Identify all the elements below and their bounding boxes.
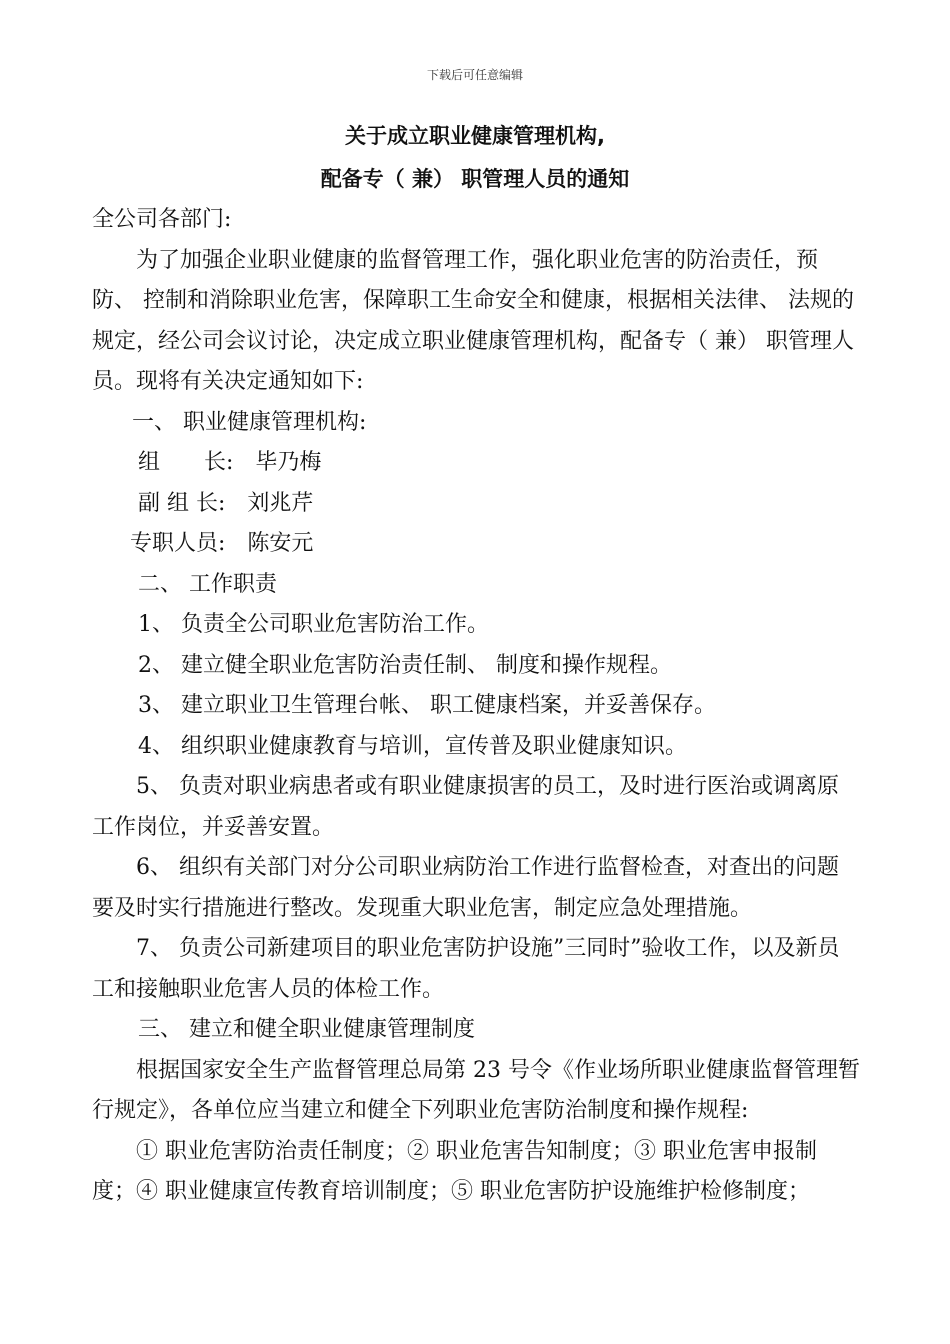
role-name: 陈安元 (247, 531, 314, 556)
section-3-paragraph: 根据国家安全生产监督管理总局第 23 号令《作业场所职业健康监督管理暂行规定》，各单位应当建立和健全下列职业危害防治制度和操作规程: (92, 1057, 860, 1123)
role-label: 副 组 长: (138, 490, 226, 516)
role-label: 专职人员: (130, 531, 226, 556)
role-line-staff (92, 524, 860, 565)
duty-item: 6、 组织有关部门对分公司职业病防治工作进行监督检查，对查出的问题要及时实行措施进行整改。发现重大职业危害，制定应急处理措施。 (92, 855, 839, 921)
title-line-1: 关于成立职业健康管理机构, (345, 124, 605, 148)
section-3-list: ① 职业危害防治责任制度；② 职业危害告知制度；③ 职业危害申报制度；④ 职业健康宣传教育培训制度；⑤ 职业危害防护设施维护检修制度； (92, 1138, 817, 1204)
duty-item: 5、 负责对职业病患者或有职业健康损害的员工，及时进行医治或调离原工作岗位，并妥善安置。 (92, 774, 839, 840)
duty-item: 3、 建立职业卫生管理台帐、 职工健康档案，并妥善保存。 (138, 693, 716, 718)
duty-item: 7、 负责公司新建项目的职业危害防护设施”三同时”验收工作，以及新员工和接触职业危害人员的体检工作。 (92, 936, 840, 1002)
intro-paragraph: 为了加强企业职业健康的监督管理工作，强化职业危害的防治责任，预防、 控制和消除职业危害，保障职工生命安全和健康，根据相关法律、 法规的规定，经公司会议讨论，决定成立职业健康管理机构，配备专（ 兼） 职管理人员。现将有关决定通知如下: (92, 247, 854, 394)
duty-item: 1、 负责全公司职业危害防治工作。 (138, 612, 489, 637)
header-note: 下载后可任意编辑 (426, 68, 523, 82)
document-body (92, 200, 860, 1213)
role-name: 毕乃梅 (255, 450, 322, 475)
salutation: 全公司各部门: (92, 207, 232, 232)
title-line-2: 配备专（ 兼） 职管理人员的通知 (320, 167, 630, 191)
section-1-heading: 一、 职业健康管理机构: (132, 409, 367, 435)
duty-item: 2、 建立健全职业危害防治责任制、 制度和操作规程。 (138, 652, 672, 678)
section-3-heading: 三、 建立和健全职业健康管理制度 (138, 1017, 475, 1042)
role-name: 刘兆芹 (247, 490, 314, 516)
role-line-leader (92, 443, 860, 484)
section-2-heading: 二、 工作职责 (138, 571, 277, 597)
role-label: 组 长: (138, 450, 234, 475)
duty-item: 4、 组织职业健康教育与培训，宣传普及职业健康知识。 (138, 733, 687, 759)
role-line-deputy (92, 484, 860, 525)
